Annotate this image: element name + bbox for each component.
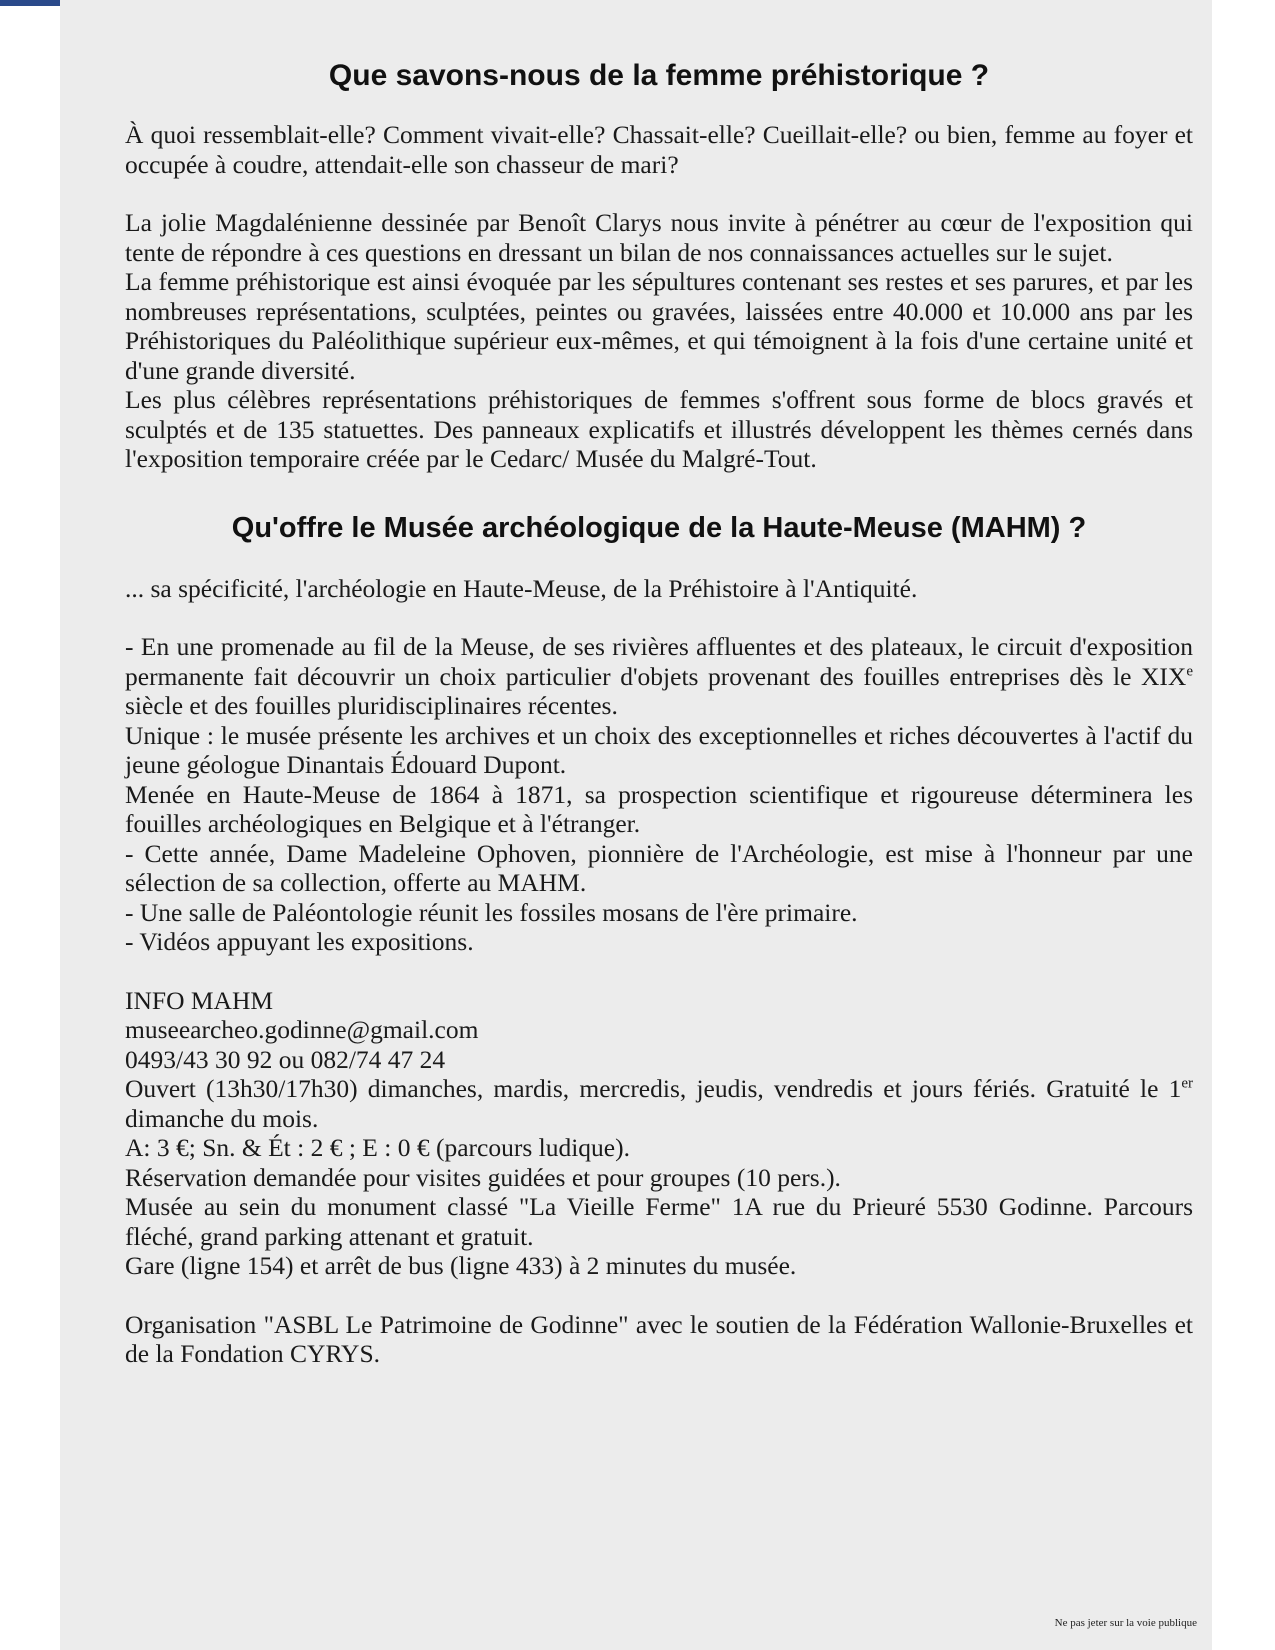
info-phones: 0493/43 30 92 ou 082/74 47 24 [125,1044,446,1074]
section2-para6: - Vidéos appuyant les expositions. [125,927,474,956]
section2-intro: ... sa spécificité, l'archéologie en Haute-Meuse, de la Préhistoire à l'Antiquité. [125,573,918,603]
section2-para1 [125,632,1193,721]
section2-para1-a: - En une promenade au fil de la Meuse, de ses rivières affluentes et des plateaux, le circuit d'exposition permanente fait découvrir un choix particulier d'objets provenant des fouilles entreprises dès le XIX [125,632,1193,691]
info-email[interactable]: museearcheo.godinne@gmail.com [125,1015,479,1044]
document-content [125,58,1193,1369]
info-hours [125,1074,1193,1133]
section2-para1-b: siècle et des fouilles pluridisciplinaires récentes. [125,691,618,720]
footer-note: Ne pas jeter sur la voie publique [1054,1617,1197,1629]
first-superscript: er [1181,1075,1193,1092]
section2-para3: Menée en Haute-Meuse de 1864 à 1871, sa prospection scientifique et rigoureuse déterminera les fouilles archéologiques en Belgique et à l'étranger. [125,779,1193,838]
info-block [125,986,1193,1369]
info-heading: INFO MAHM [125,985,274,1015]
section1-para3: Les plus célèbres représentations préhistoriques de femmes s'offrent sous forme de blocs gravés et sculptés et de 135 statuettes. Des panneaux explicatifs et illustrés développent les thèmes cernés dans l'exposition temporaire créée par le Cedarc/ Musée du Malgré-Tout. [125,385,1193,473]
section2-para5: - Une salle de Paléontologie réunit les fossiles mosans de l'ère primaire. [125,897,858,927]
info-prices: A: 3 €; Sn. & Ét : 2 € ; E : 0 € (parcours ludique). [125,1133,630,1162]
info-transport: Gare (ligne 154) et arrêt de bus (ligne 433) à 2 minutes du musée. [125,1251,797,1280]
section1-para1: La jolie Magdalénienne dessinée par Benoît Clarys nous invite à pénétrer au cœur de l'exposition qui tente de répondre à ces questions en dressant un bilan de nos connaissances actuelles sur le sujet. [125,208,1193,267]
section2-title: Qu'offre le Musée archéologique de la Haute-Meuse (MAHM) ? [231,511,1087,544]
section1-title: Que savons-nous de la femme préhistorique ? [328,59,990,92]
section2-para2: Unique : le musée présente les archives et un choix des exceptionnelles et riches découvertes à l'actif du jeune géologue Dinantais Édouard Dupont. [125,720,1193,779]
info-hours-b: dimanche du mois. [125,1103,319,1133]
info-organisation: Organisation "ASBL Le Patrimoine de Godinne" avec le soutien de la Fédération Wallonie-Bruxelles et de la Fondation CYRYS. [125,1309,1193,1368]
section1-intro: À quoi ressemblait-elle? Comment vivait-elle? Chassait-elle? Cueillait-elle? ou bien, femme au foyer et occupée à coudre, attendait-elle son chasseur de mari? [125,120,1193,179]
info-reservation: Réservation demandée pour visites guidées et pour groupes (10 pers.). [125,1162,841,1192]
section2-para4: - Cette année, Dame Madeleine Ophoven, pionnière de l'Archéologie, est mise à l'honneur par une sélection de sa collection, offerte au MAHM. [125,838,1193,897]
section1-para2: La femme préhistorique est ainsi évoquée par les sépultures contenant ses restes et ses parures, et par les nombreuses représentations, sculptées, peintes ou gravées, laissées entre 40.000 et 10.000 ans par les Préhistoriques du Paléolithique supérieur eux-mêmes, et qui témoignent à la fois d'une certaine unité et d'une grande diversité. [125,267,1193,385]
info-hours-a: Ouvert (13h30/17h30) dimanches, mardis, mercredis, jeudis, vendredis et jours fériés. Gratuité le 1 [125,1074,1182,1103]
century-superscript: e [1186,663,1193,679]
info-address: Musée au sein du monument classé "La Vieille Ferme" 1A rue du Prieuré 5530 Godinne. Parcours fléché, grand parking attenant et gratuit. [125,1192,1193,1251]
